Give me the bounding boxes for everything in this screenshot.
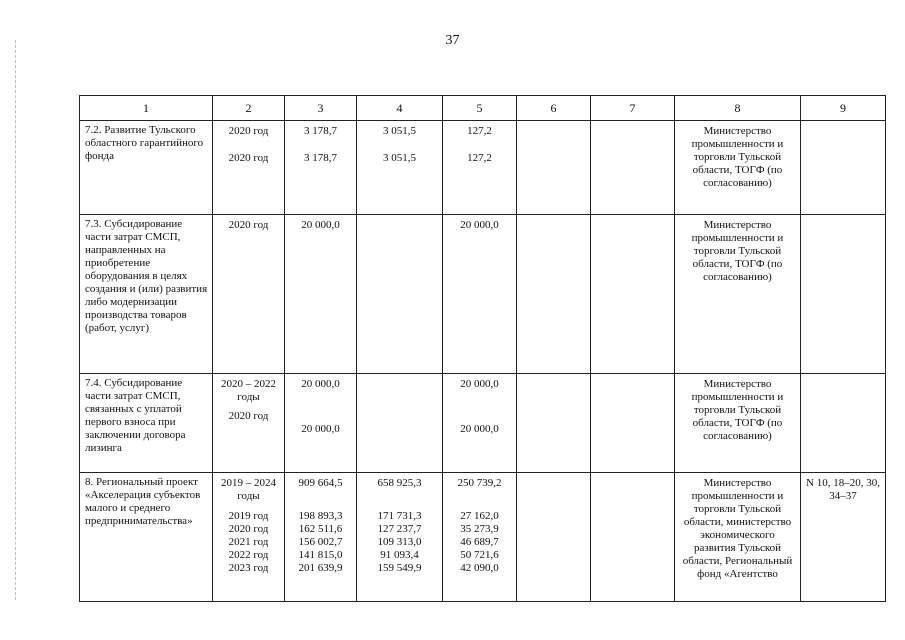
empty-cell	[591, 121, 675, 215]
period: 2019 – 2024 годы	[221, 477, 276, 502]
regional-cell	[443, 374, 517, 473]
value: 156 002,7	[298, 536, 343, 548]
empty-cell	[591, 215, 675, 374]
margin-guide	[15, 40, 17, 600]
value: 20 000,0	[301, 378, 340, 390]
col-header: 9	[801, 96, 886, 121]
empty-cell	[517, 473, 591, 602]
period: 2020 год	[228, 219, 269, 231]
period-cell	[213, 374, 285, 473]
indicator-note	[801, 374, 886, 473]
indicator-note	[801, 215, 886, 374]
value: 127,2	[467, 125, 492, 137]
value: 658 925,3	[377, 477, 422, 489]
period-cell	[213, 473, 285, 602]
empty-cell	[517, 121, 591, 215]
responsible-org: Министерство промышленности и торговли Тульской области, ТОГФ (по согласованию)	[675, 215, 801, 374]
period-cell	[213, 121, 285, 215]
total-cell	[285, 215, 357, 374]
program-table	[79, 95, 886, 602]
budget-cell	[357, 121, 443, 215]
table-row	[80, 374, 886, 473]
period-cell	[213, 215, 285, 374]
value: 909 664,5	[298, 477, 343, 489]
responsible-org: Министерство промышленности и торговли Тульской области, ТОГФ (по согласованию)	[675, 374, 801, 473]
value: 27 162,0	[460, 510, 499, 522]
total-cell	[285, 121, 357, 215]
indicator-note: N 10, 18–20, 30, 34–37	[801, 473, 886, 602]
budget-cell	[357, 473, 443, 602]
col-header: 2	[213, 96, 285, 121]
empty-cell	[591, 473, 675, 602]
period: 2020 год	[228, 410, 269, 422]
period: 2020 год	[228, 152, 269, 164]
table-row	[80, 121, 886, 215]
value: 3 051,5	[383, 152, 416, 164]
period: 2020 – 2022 годы	[221, 378, 276, 403]
value: 35 273,9	[460, 523, 499, 535]
col-header: 8	[675, 96, 801, 121]
total-cell	[285, 374, 357, 473]
period: 2020 год	[228, 125, 269, 137]
value: 162 511,6	[298, 523, 343, 535]
value: 3 051,5	[383, 125, 416, 137]
value: 127 237,7	[377, 523, 422, 535]
empty-cell	[517, 374, 591, 473]
total-cell	[285, 473, 357, 602]
regional-cell	[443, 121, 517, 215]
value: 91 093,4	[380, 549, 419, 561]
value: 20 000,0	[301, 423, 340, 435]
col-header: 3	[285, 96, 357, 121]
activity-name: 7.4. Субсидирование части затрат СМСП, связанных с уплатой первого взноса при заключении договора лизинга	[80, 374, 213, 473]
indicator-note	[801, 121, 886, 215]
header-row	[80, 96, 886, 121]
value: 198 893,3	[298, 510, 343, 522]
value: 3 178,7	[304, 125, 337, 137]
value: 109 313,0	[377, 536, 422, 548]
period: 2022 год	[228, 549, 269, 561]
value: 159 549,9	[377, 562, 422, 574]
budget-cell	[357, 215, 443, 374]
budget-cell	[357, 374, 443, 473]
value: 250 739,2	[457, 477, 502, 489]
value: 141 815,0	[298, 549, 343, 561]
col-header: 6	[517, 96, 591, 121]
col-header: 7	[591, 96, 675, 121]
period: 2019 год	[228, 510, 269, 522]
table-row	[80, 215, 886, 374]
value: 201 639,9	[298, 562, 343, 574]
value: 3 178,7	[304, 152, 337, 164]
period: 2021 год	[228, 536, 269, 548]
regional-cell	[443, 473, 517, 602]
value: 46 689,7	[460, 536, 499, 548]
activity-name: 7.2. Развитие Тульского областного гарантийного фонда	[80, 121, 213, 215]
regional-cell	[443, 215, 517, 374]
page-number: 37	[445, 33, 460, 48]
value: 20 000,0	[460, 219, 499, 231]
value: 20 000,0	[460, 378, 499, 390]
col-header: 1	[80, 96, 213, 121]
col-header: 4	[357, 96, 443, 121]
empty-cell	[517, 215, 591, 374]
empty-cell	[591, 374, 675, 473]
activity-name: 7.3. Субсидирование части затрат СМСП, направленных на приобретение оборудования в целях создания и (или) развития либо модернизации производства товаров (работ, услуг)	[80, 215, 213, 374]
value: 171 731,3	[377, 510, 422, 522]
responsible-org: Министерство промышленности и торговли Тульской области, министерство экономического развития Тульской области, Региональный фонд «Агентство	[675, 473, 801, 602]
value: 20 000,0	[460, 423, 499, 435]
col-header: 5	[443, 96, 517, 121]
value: 50 721,6	[460, 549, 499, 561]
value: 127,2	[467, 152, 492, 164]
value: 20 000,0	[301, 219, 340, 231]
period: 2020 год	[228, 523, 269, 535]
value: 42 090,0	[460, 562, 499, 574]
period: 2023 год	[228, 562, 269, 574]
responsible-org: Министерство промышленности и торговли Тульской области, ТОГФ (по согласованию)	[675, 121, 801, 215]
table-row	[80, 473, 886, 602]
activity-name: 8. Региональный проект «Акселерация субъектов малого и среднего предпринимательства»	[80, 473, 213, 602]
